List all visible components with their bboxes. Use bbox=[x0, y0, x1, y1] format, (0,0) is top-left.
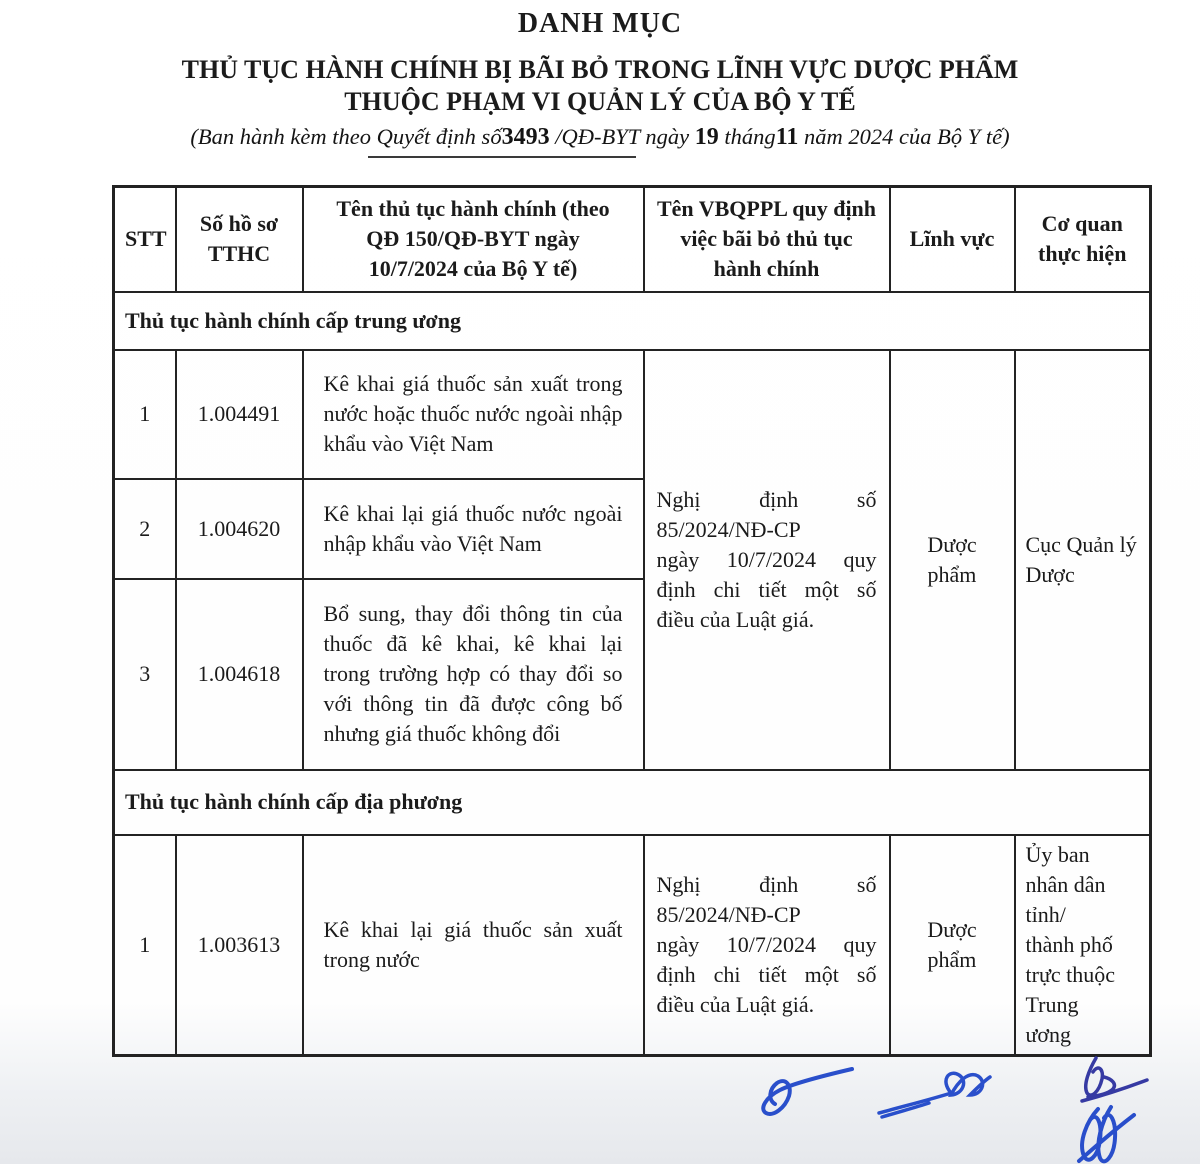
page-title: DANH MỤC bbox=[517, 8, 683, 39]
legal-doc-line: điều của Luật giá. bbox=[656, 606, 815, 632]
col-header-dossier-number: Số hồ sơ TTHC bbox=[176, 187, 303, 292]
cell-field: Dược phẩm bbox=[890, 350, 1015, 770]
heading-line-1: THỦ TỤC HÀNH CHÍNH BỊ BÃI BỎ TRONG LĨNH VỰC DƯỢC PHẨM bbox=[181, 55, 1019, 84]
cell-agency: Cục Quản lý Dược bbox=[1015, 350, 1151, 770]
col-header-stt: STT bbox=[114, 187, 176, 292]
cell-agency bbox=[1015, 835, 1151, 1056]
agency-line: Ủy ban bbox=[1025, 841, 1090, 867]
handwritten-signature-icon bbox=[879, 1073, 990, 1117]
table-row bbox=[114, 350, 1151, 479]
handwritten-signature-icon bbox=[1082, 1058, 1147, 1101]
procedures-table bbox=[112, 185, 1152, 1057]
cell-stt: 2 bbox=[114, 479, 176, 579]
col-header-legal-document: Tên VBQPPL quy định việc bãi bỏ thủ tục hành chính bbox=[644, 187, 890, 292]
col-header-agency: Cơ quan thực hiện bbox=[1015, 187, 1151, 292]
note-mid2: tháng bbox=[718, 124, 776, 149]
agency-line: tỉnh/ bbox=[1025, 901, 1066, 927]
legal-doc-line: 85/2024/NĐ-CP bbox=[656, 901, 801, 927]
col-header-field: Lĩnh vực bbox=[890, 187, 1015, 292]
legal-doc-line: Nghị định số bbox=[656, 871, 877, 897]
cell-procedure-name: Kê khai lại giá thuốc nước ngoài nhập khẩu vào Việt Nam bbox=[303, 479, 644, 579]
cell-stt: 1 bbox=[114, 350, 176, 479]
fill-in-underline bbox=[368, 156, 636, 158]
cell-procedure-name: Bổ sung, thay đổi thông tin của thuốc đã kê khai, kê khai lại trong trường hợp có thay đổi so với thông tin đã được công bố nhưng giá thuốc không đổi bbox=[303, 579, 644, 770]
handwritten-signature-icon bbox=[763, 1069, 852, 1114]
cell-procedure-name: Kê khai lại giá thuốc sản xuất trong nước bbox=[303, 835, 644, 1056]
cell-dossier-number: 1.003613 bbox=[176, 835, 303, 1056]
agency-line: trực thuộc bbox=[1025, 961, 1116, 987]
note-mid1: /QĐ-BYT ngày bbox=[549, 124, 695, 149]
section-label-local: Thủ tục hành chính cấp địa phương bbox=[114, 770, 1151, 835]
table-row bbox=[114, 835, 1151, 1056]
procedures-table-container bbox=[112, 185, 1149, 1057]
decision-number: 3493 bbox=[501, 124, 550, 150]
note-prefix: (Ban hành kèm theo Quyết định số bbox=[190, 124, 502, 149]
legal-doc-line: định chi tiết một số bbox=[656, 961, 877, 987]
agency-line: Trung bbox=[1025, 991, 1079, 1017]
note-suffix: năm 2024 của Bộ Y tế) bbox=[798, 124, 1010, 149]
col-header-procedure-name: Tên thủ tục hành chính (theo QĐ 150/QĐ-BYT ngày 10/7/2024 của Bộ Y tế) bbox=[303, 187, 644, 292]
section-row-central bbox=[114, 292, 1151, 350]
cell-stt: 3 bbox=[114, 579, 176, 770]
cell-field: Dược phẩm bbox=[890, 835, 1015, 1056]
agency-line: ương bbox=[1025, 1021, 1072, 1047]
cell-stt: 1 bbox=[114, 835, 176, 1056]
handwritten-signature-icon bbox=[1079, 1107, 1134, 1161]
cell-legal-document bbox=[644, 350, 890, 770]
cell-dossier-number: 1.004491 bbox=[176, 350, 303, 479]
agency-line: thành phố bbox=[1025, 931, 1113, 957]
legal-doc-line: Nghị định số bbox=[656, 486, 877, 512]
section-row-local bbox=[114, 770, 1151, 835]
cell-dossier-number: 1.004618 bbox=[176, 579, 303, 770]
cell-dossier-number: 1.004620 bbox=[176, 479, 303, 579]
heading-line-2: THUỘC PHẠM VI QUẢN LÝ CỦA BỘ Y TẾ bbox=[344, 87, 856, 116]
legal-doc-line: định chi tiết một số bbox=[656, 576, 877, 602]
legal-doc-line: ngày 10/7/2024 quy bbox=[656, 931, 877, 957]
issuance-note bbox=[0, 124, 1200, 151]
agency-line: nhân dân bbox=[1025, 871, 1106, 897]
document-header bbox=[0, 0, 1200, 151]
section-label-central: Thủ tục hành chính cấp trung ương bbox=[114, 292, 1151, 350]
cell-procedure-name: Kê khai giá thuốc sản xuất trong nước hoặc thuốc nước ngoài nhập khẩu vào Việt Nam bbox=[303, 350, 644, 479]
decision-day: 19 bbox=[694, 124, 719, 150]
table-header-row bbox=[114, 187, 1151, 292]
cell-legal-document bbox=[644, 835, 890, 1056]
legal-doc-line: 85/2024/NĐ-CP bbox=[656, 516, 801, 542]
decision-month: 11 bbox=[775, 124, 799, 150]
legal-doc-line: ngày 10/7/2024 quy bbox=[656, 546, 877, 572]
legal-doc-line: điều của Luật giá. bbox=[656, 991, 815, 1017]
